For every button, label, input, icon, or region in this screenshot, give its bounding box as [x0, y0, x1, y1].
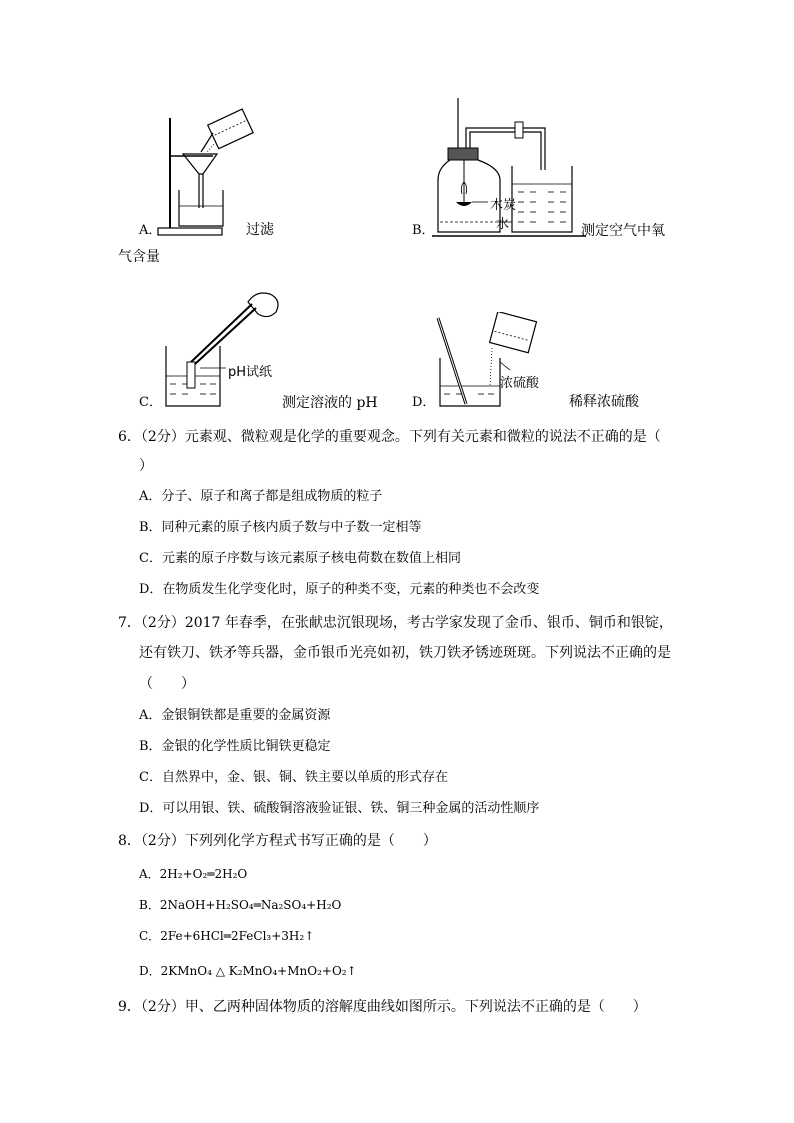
q8-option-c-letter: C． — [139, 929, 161, 943]
q7-option-c: C．自然界中，金、银、铜、铁主要以单质的形式存在 — [139, 770, 448, 785]
q6-option-d: D．在物质发生化学变化时，原子的种类不变，元素的种类也不会改变 — [139, 582, 540, 597]
figure-a-letter: A． — [139, 223, 162, 238]
q8-option-c-equation: 2Fe+6HCl═2FeCl₃+3H₂↑ — [160, 929, 315, 943]
q8-option-a — [139, 865, 247, 882]
q8-stem: 8．（2分）下列列化学方程式书写正确的是（ ） — [118, 833, 437, 849]
figure-c-letter: C． — [139, 395, 162, 410]
figure-b-caption-cont: 气含量 — [118, 249, 160, 265]
q6-stem-line1: 6．（2分）元素观、微粒观是化学的重要观念。下列有关元素和微粒的说法不正确的是（ — [118, 429, 661, 445]
label-charcoal: 木炭 — [490, 198, 517, 213]
figure-c-caption: 测定溶液的 pH — [282, 395, 378, 411]
label-acid: 浓硫酸 — [500, 376, 540, 391]
figure-d-caption: 稀释浓硫酸 — [569, 394, 639, 410]
q7-option-b: B．金银的化学性质比铜铁更稳定 — [139, 739, 331, 754]
ph-test-apparatus-illustration — [160, 284, 285, 410]
q8-option-c — [139, 927, 314, 944]
figure-a-filtration — [155, 108, 255, 240]
filtration-apparatus-illustration — [155, 108, 255, 240]
q7-option-d: D．可以用银、铁、硫酸铜溶液验证银、铁、铜三种金属的活动性顺序 — [139, 801, 540, 816]
figure-d-dilute — [430, 312, 540, 410]
q8-option-d — [139, 962, 357, 979]
q9-stem: 9．（2分）甲、乙两种固体物质的溶解度曲线如图所示。下列说法不正确的是（ ） — [118, 999, 647, 1015]
figure-b-letter: B． — [412, 223, 435, 238]
figure-d-letter: D． — [412, 395, 436, 410]
q8-option-b — [139, 896, 341, 913]
q8-option-b-letter: B． — [139, 898, 160, 912]
label-water: 水 — [496, 217, 510, 232]
dilution-apparatus-illustration — [430, 312, 540, 410]
q6-option-b: B．同种元素的原子核内质子数与中子数一定相等 — [139, 520, 422, 535]
q6-stem-line2: ） — [139, 458, 153, 474]
q6-option-a: A．分子、原子和离子都是组成物质的粒子 — [139, 489, 383, 504]
figure-c-ph — [160, 284, 285, 410]
figure-b-caption: 测定空气中氧 — [581, 223, 665, 239]
figure-a-caption: 过滤 — [246, 222, 274, 238]
q8-option-d-letter: D． — [139, 964, 161, 978]
q6-option-c: C．元素的原子序数与该元素原子核电荷数在数值上相同 — [139, 551, 461, 566]
q7-stem-line2: 还有铁刀、铁矛等兵器，金币银币光亮如初，铁刀铁矛锈迹斑斑。下列说法不正确的是 — [139, 645, 671, 661]
figure-b-oxygen — [430, 98, 590, 240]
q7-stem-line3: （ ） — [139, 676, 195, 692]
q8-option-d-equation: 2KMnO₄ △ K₂MnO₄+MnO₂+O₂↑ — [160, 964, 357, 978]
q8-option-a-letter: A． — [139, 867, 160, 881]
q7-option-a: A．金银铜铁都是重要的金属资源 — [139, 708, 331, 723]
q8-option-b-equation: 2NaOH+H₂SO₄═Na₂SO₄+H₂O — [159, 898, 342, 912]
label-ph-paper: pH试纸 — [228, 365, 273, 380]
q7-stem-line1: 7．（2分）2017 年春季，在张献忠沉银现场，考古学家发现了金币、银币、铜币和银锭， — [118, 615, 673, 631]
q8-option-a-equation: 2H₂+O₂═2H₂O — [159, 867, 248, 881]
oxygen-content-apparatus-illustration — [430, 98, 590, 240]
